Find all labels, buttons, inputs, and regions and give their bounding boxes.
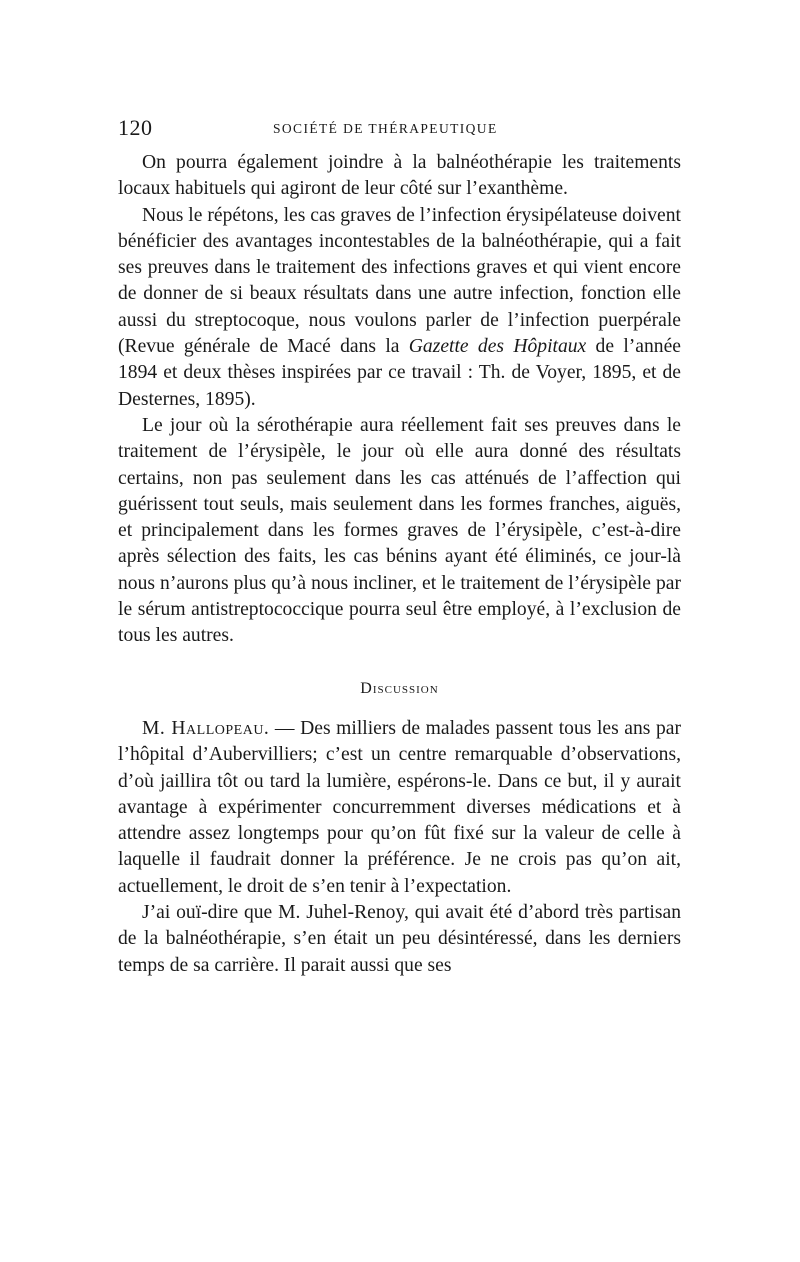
paragraph-juhel-renoy: [118, 900, 681, 979]
paragraph-serotherapie: [118, 413, 681, 650]
paragraph-text: Des milliers de malades passent tous les ans par l’hôpital d’Aubervilliers; c’est un centre remarquable d’observations, d’où jaillira tôt ou tard la lumière, espérons-le. Dans ce but, il y aurait avantage à expérimenter concurremment diverses médications et à attendre assez longtemps pour qu’on fût fixé sur la valeur de celle à laquelle il faudrait donner la préférence. Je ne crois pas qu’on ait, actuellement, le droit de s’en tenir à l’expectation.: [118, 717, 682, 897]
speaker-name: M. Hallopeau.: [142, 717, 270, 739]
body-text: [118, 150, 681, 979]
paragraph-text: de l’année 1894 et deux thèses inspirées par ce travail : Th. de Voyer, 1895, et de Desternes, 1895).: [118, 336, 681, 410]
page-number: 120: [118, 115, 153, 140]
running-title: SOCIÉTÉ DE THÉRAPEUTIQUE: [273, 121, 498, 136]
paragraph-text: On pourra également joindre à la balnéothérapie les traitements locaux habituels qui agiront de leur côté sur l’exanthème.: [118, 152, 681, 200]
section-heading-discussion: Discussion: [360, 679, 439, 697]
paragraph-text: Nous le répétons, les cas graves de l’infection érysipélateuse doivent bénéficier des avantages incontestables de la balnéothérapie, qui a fait ses preuves dans le traitement des infections graves et qui vient encore de donner de si beaux résultats dans une autre infection, fonction elle aussi du streptocoque, nous voulons parler de l’infection puerpérale (Revue générale de Macé dans la: [118, 204, 681, 358]
page-header: [118, 115, 683, 145]
paragraph-text: Le jour où la sérothérapie aura réellement fait ses preuves dans le traitement de l’érysipèle, le jour où elle aura donné des résultats certains, non pas seulement dans les cas atténués de l’affection qui guérissent tout seuls, mais seulement dans les formes franches, aiguës, et principalement dans les formes graves de l’érysipèle, c’est-à-dire après sélection des faits, les cas bénins ayant été éliminés, ce jour-là nous n’aurons plus qu’à nous incliner, et le traitement de l’érysipèle par le sérum antistreptococcique pourra seul être employé, à l’exclusion de tous les autres.: [118, 414, 681, 647]
paragraph-text: J’ai ouï-dire que M. Juhel-Renoy, qui avait été d’abord très partisan de la balnéothérapie, s’en était un peu désintéressé, dans les derniers temps de sa carrière. Il parait aussi que ses: [118, 902, 681, 976]
journal-title: Gazette des Hôpitaux: [408, 336, 587, 358]
paragraph-hallopeau: [118, 716, 681, 900]
paragraph-cas-graves: [118, 203, 681, 413]
paragraph-balneotherapie-local: [118, 150, 681, 203]
em-dash: —: [269, 717, 301, 739]
